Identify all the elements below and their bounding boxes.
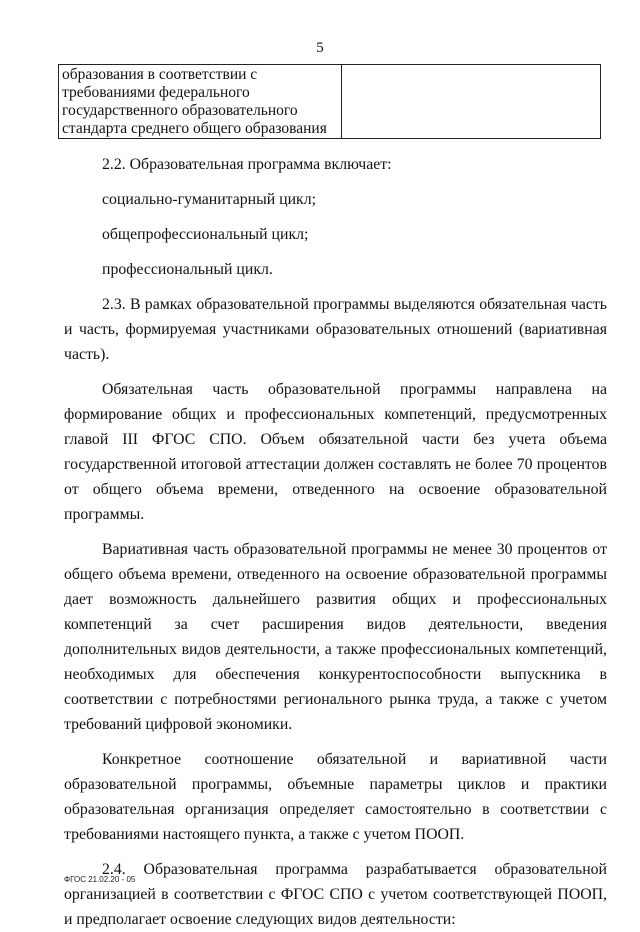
paragraph-variable-part: Вариативная часть образовательной программы не менее 30 процентов от общего объема времени, отведенного на освоение образовательной программы дает возможность дальнейшего развития общих и профессиональных компетенций за счет расширения видов деятельности, введения дополнительных видов деятельности, а также профессиональных компетенций, необходимых для обеспечения конкурентоспособности выпускника в соответствии с потребностями регионального рынка труда, а также с учетом требований цифровой экономики. <box>64 541 607 733</box>
paragraph-mandatory-part: Обязательная часть образовательной программы направлена на формирование общих и профессиональных компетенций, предусмотренных главой III ФГОС СПО. Объем обязательной части без учета объема государственной итоговой аттестации должен составлять не более 70 процентов от общего объема времени, отведенного на освоение образовательной программы. <box>64 381 607 523</box>
paragraph-2-3: 2.3. В рамках образовательной программы выделяются обязательная часть и часть, формируемая участниками образовательных отношений (вариативная часть). <box>64 296 607 363</box>
page-number: 5 <box>316 40 324 56</box>
document-body <box>64 152 607 932</box>
table-cell-left <box>59 65 342 139</box>
table-cell-line: стандарта среднего общего образования <box>62 120 327 137</box>
list-item: общепрофессиональный цикл; <box>102 226 309 243</box>
table-cell-right <box>342 65 601 139</box>
table-cell-line: государственного образовательного <box>62 102 298 119</box>
list-item: профессиональный цикл. <box>102 261 273 278</box>
section-2-2-intro: 2.2. Образовательная программа включает: <box>102 156 392 173</box>
continuation-table <box>58 64 601 139</box>
footer-code: ФГОС 21.02.20 - 05 <box>64 875 136 884</box>
list-item: социально-гуманитарный цикл; <box>102 191 316 208</box>
table-row <box>59 65 601 139</box>
paragraph-ratio: Конкретное соотношение обязательной и вариативной части образовательной программы, объемные параметры циклов и практики образовательная организация определяет самостоятельно в соответствии с требованиями настоящего пункта, а также с учетом ПООП. <box>64 751 607 843</box>
table-cell-line: требованиями федерального <box>62 84 250 101</box>
table-cell-line: образования в соответствии с <box>62 66 258 83</box>
paragraph-2-4: 2.4. Образовательная программа разрабатывается образовательной организацией в соответствии с ФГОС СПО с учетом соответствующей ПООП, и предполагает освоение следующих видов деятельности: <box>64 861 607 928</box>
